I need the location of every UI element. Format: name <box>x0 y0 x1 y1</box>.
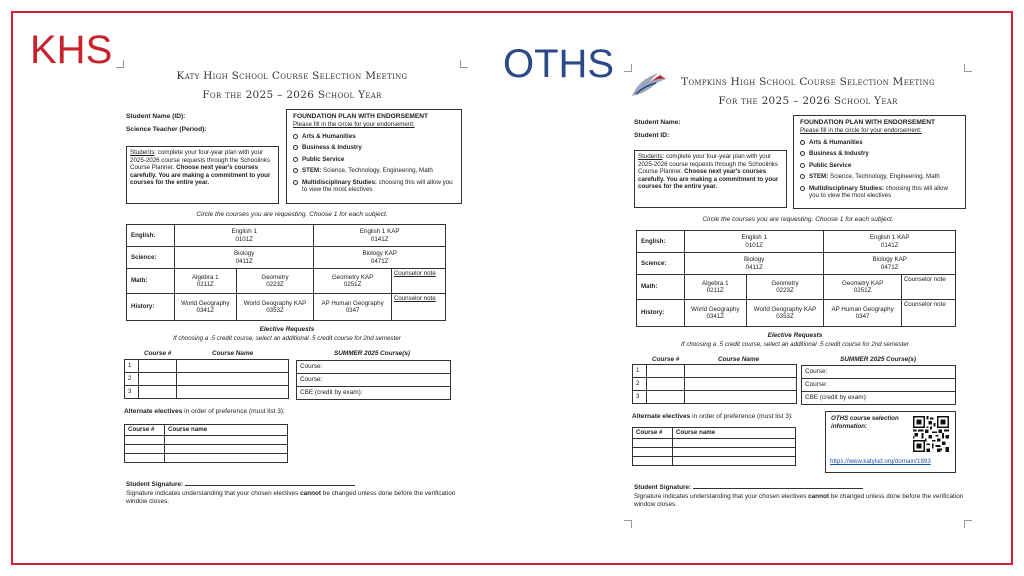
alternate-electives-label: Alternate electives in order of preference (must list 3): <box>632 413 793 420</box>
course-num-header: Course # <box>652 356 680 363</box>
students-instructions: Students: complete your four-year plan with your 2025-2026 course requests through the Schoolinks Course Planner. Choose next year's courses carefully. You are making a commitment to your courses for the entire year. <box>126 146 279 204</box>
endorsement-option[interactable]: Arts & Humanities <box>293 133 455 141</box>
table-row: Course: <box>297 374 451 387</box>
khs-document <box>122 66 462 516</box>
doc-title: Tompkins High School Course Selection Meeting <box>681 76 935 88</box>
circle-instruction: Circle the courses you are requesting. Choose 1 for each subject. <box>702 216 894 223</box>
elective-note: If choosing a .5 credit course, select an additional .5 credit course for 2nd semester <box>173 335 401 342</box>
table-row <box>633 438 796 447</box>
endorsement-option[interactable]: Public Service <box>293 156 455 164</box>
table-row: History: World Geography 0341Z World Geography KAP 0353Z AP Human Geography 0347 Counselor note <box>127 294 446 321</box>
signature-line[interactable] <box>693 483 863 489</box>
signature-line[interactable] <box>185 480 355 486</box>
table-row <box>633 447 796 456</box>
radio-circle-icon <box>800 174 805 179</box>
table-row <box>125 435 288 444</box>
student-name-label: Student Name: <box>634 119 681 126</box>
table-row: History: World Geography 0341Z World Geography KAP 0353Z AP Human Geography 0347 Counselor note <box>637 300 956 327</box>
table-row: 3 <box>125 386 289 399</box>
radio-circle-icon <box>293 168 298 173</box>
radio-circle-icon <box>800 151 805 156</box>
elective-table <box>632 364 797 404</box>
radio-circle-icon <box>293 134 298 139</box>
table-row: 1 <box>125 360 289 373</box>
elective-note: If choosing a .5 credit course, select an additional .5 credit course for 2nd semester <box>681 341 909 348</box>
elective-table <box>124 359 289 399</box>
qr-code-icon[interactable] <box>913 416 949 452</box>
course-request-table <box>636 230 956 327</box>
summer-table <box>296 360 451 400</box>
qr-info-link[interactable]: https://www.katyisd.org/domain/1893 <box>830 458 931 466</box>
course-name-header: Course Name <box>718 356 760 363</box>
radio-circle-icon <box>293 180 298 185</box>
signature-block: Student Signature: Signature indicates understanding that your chosen electives cannot be changed unless done before the verification window closes. <box>126 481 456 506</box>
signature-block: Student Signature: Signature indicates understanding that your chosen electives cannot be changed unless done before the verification window closes. <box>634 484 964 509</box>
course-name-header: Course Name <box>212 350 254 357</box>
qr-info-title: OTHS course selection information: <box>831 415 899 430</box>
table-row: Course: <box>297 361 451 374</box>
circle-instruction: Circle the courses you are requesting. Choose 1 for each subject. <box>196 211 388 218</box>
table-row: Course: <box>802 366 956 379</box>
table-row: English: English 1 0101Z English 1 KAP 0141Z <box>637 231 956 253</box>
endorsement-option[interactable]: Multidisciplinary Studies: choosing this will allow you to view the most electives <box>293 179 455 194</box>
table-row: CBE (credit by exam): <box>802 392 956 405</box>
endorsement-option[interactable]: STEM: Science, Technology, Engineering, Math <box>800 173 959 181</box>
students-instructions: Students: complete your four-year plan with your 2025-2026 course requests through the Schoolinks Course Planner. Choose next year's courses carefully. You are making a commitment to your courses for the entire year. <box>634 150 787 208</box>
summer-title: SUMMER 2025 Course(s) <box>334 350 410 357</box>
table-row <box>633 456 796 465</box>
endorsement-option[interactable]: Business & Industry <box>800 150 959 158</box>
course-request-table <box>126 224 446 321</box>
oths-document <box>630 70 966 522</box>
alternate-electives-label: Alternate electives in order of preference (must list 3): <box>124 408 285 415</box>
table-row: Math: Algebra 1 0211Z Geometry 0223Z Geometry KAP 0251Z Counselor note <box>637 275 956 300</box>
radio-circle-icon <box>293 157 298 162</box>
alternate-table <box>124 424 288 463</box>
endorsement-option[interactable]: Multidisciplinary Studies: choosing this will allow you to view the most electives <box>800 185 959 200</box>
endorsement-option[interactable]: Business & Industry <box>293 144 455 152</box>
radio-circle-icon <box>293 145 298 150</box>
table-row: Science: Biology 0411Z Biology KAP 0471Z <box>637 253 956 275</box>
science-teacher-label: Science Teacher (Period): <box>126 126 207 133</box>
doc-subtitle: For the 2025 – 2026 School Year <box>202 88 382 101</box>
course-num-header: Course # <box>144 350 172 357</box>
endorsement-option[interactable]: STEM: Science, Technology, Engineering, Math <box>293 167 455 175</box>
eagle-logo-icon <box>630 70 668 100</box>
endorsement-option[interactable]: Public Service <box>800 162 959 170</box>
oths-label: OTHS <box>503 42 615 86</box>
radio-circle-icon <box>800 140 805 145</box>
alternate-table <box>632 427 796 466</box>
endorsement-option[interactable]: Arts & Humanities <box>800 139 959 147</box>
student-name-label: Student Name (ID): <box>126 113 186 120</box>
table-row: CBE (credit by exam): <box>297 387 451 400</box>
radio-circle-icon <box>800 186 805 191</box>
table-row <box>125 444 288 453</box>
doc-title: Katy High School Course Selection Meeting <box>176 70 408 82</box>
table-row: Course # Course name <box>633 428 796 439</box>
elective-requests-title: Elective Requests <box>767 332 823 339</box>
table-row <box>125 453 288 462</box>
table-row: 2 <box>633 378 797 391</box>
table-row: Course # Course name <box>125 425 288 436</box>
table-row: 2 <box>125 373 289 386</box>
table-row: Math: Algebra 1 0211Z Geometry 0223Z Geometry KAP 0251Z Counselor note <box>127 269 446 294</box>
table-row: 1 <box>633 365 797 378</box>
endorsement-box: FOUNDATION PLAN WITH ENDORSEMENT Please fill in the circle for your endorsement: Arts & Humanities Business & Industry Public Service STEM: Science, Technology, Engineering, Math Multidisciplinary Studies: choosing this will allow you to view the most electives <box>793 115 966 209</box>
doc-subtitle: For the 2025 – 2026 School Year <box>718 94 898 107</box>
radio-circle-icon <box>800 163 805 168</box>
table-row: Science: Biology 0411Z Biology KAP 0471Z <box>127 247 446 269</box>
table-row: Course: <box>802 379 956 392</box>
qr-info-box <box>825 411 956 473</box>
student-id-label: Student ID: <box>634 132 670 139</box>
table-row: 3 <box>633 391 797 404</box>
summer-title: SUMMER 2025 Course(s) <box>840 356 916 363</box>
summer-table <box>801 365 956 405</box>
table-row: English: English 1 0101Z English 1 KAP 0141Z <box>127 225 446 247</box>
elective-requests-title: Elective Requests <box>259 326 315 333</box>
khs-label: KHS <box>30 28 113 72</box>
endorsement-box: FOUNDATION PLAN WITH ENDORSEMENT Please fill in the circle for your endorsement: Arts & Humanities Business & Industry Public Service STEM: Science, Technology, Engineering, Math Multidisciplinary Studies: choosing this will allow you to view the most electives <box>286 109 462 204</box>
